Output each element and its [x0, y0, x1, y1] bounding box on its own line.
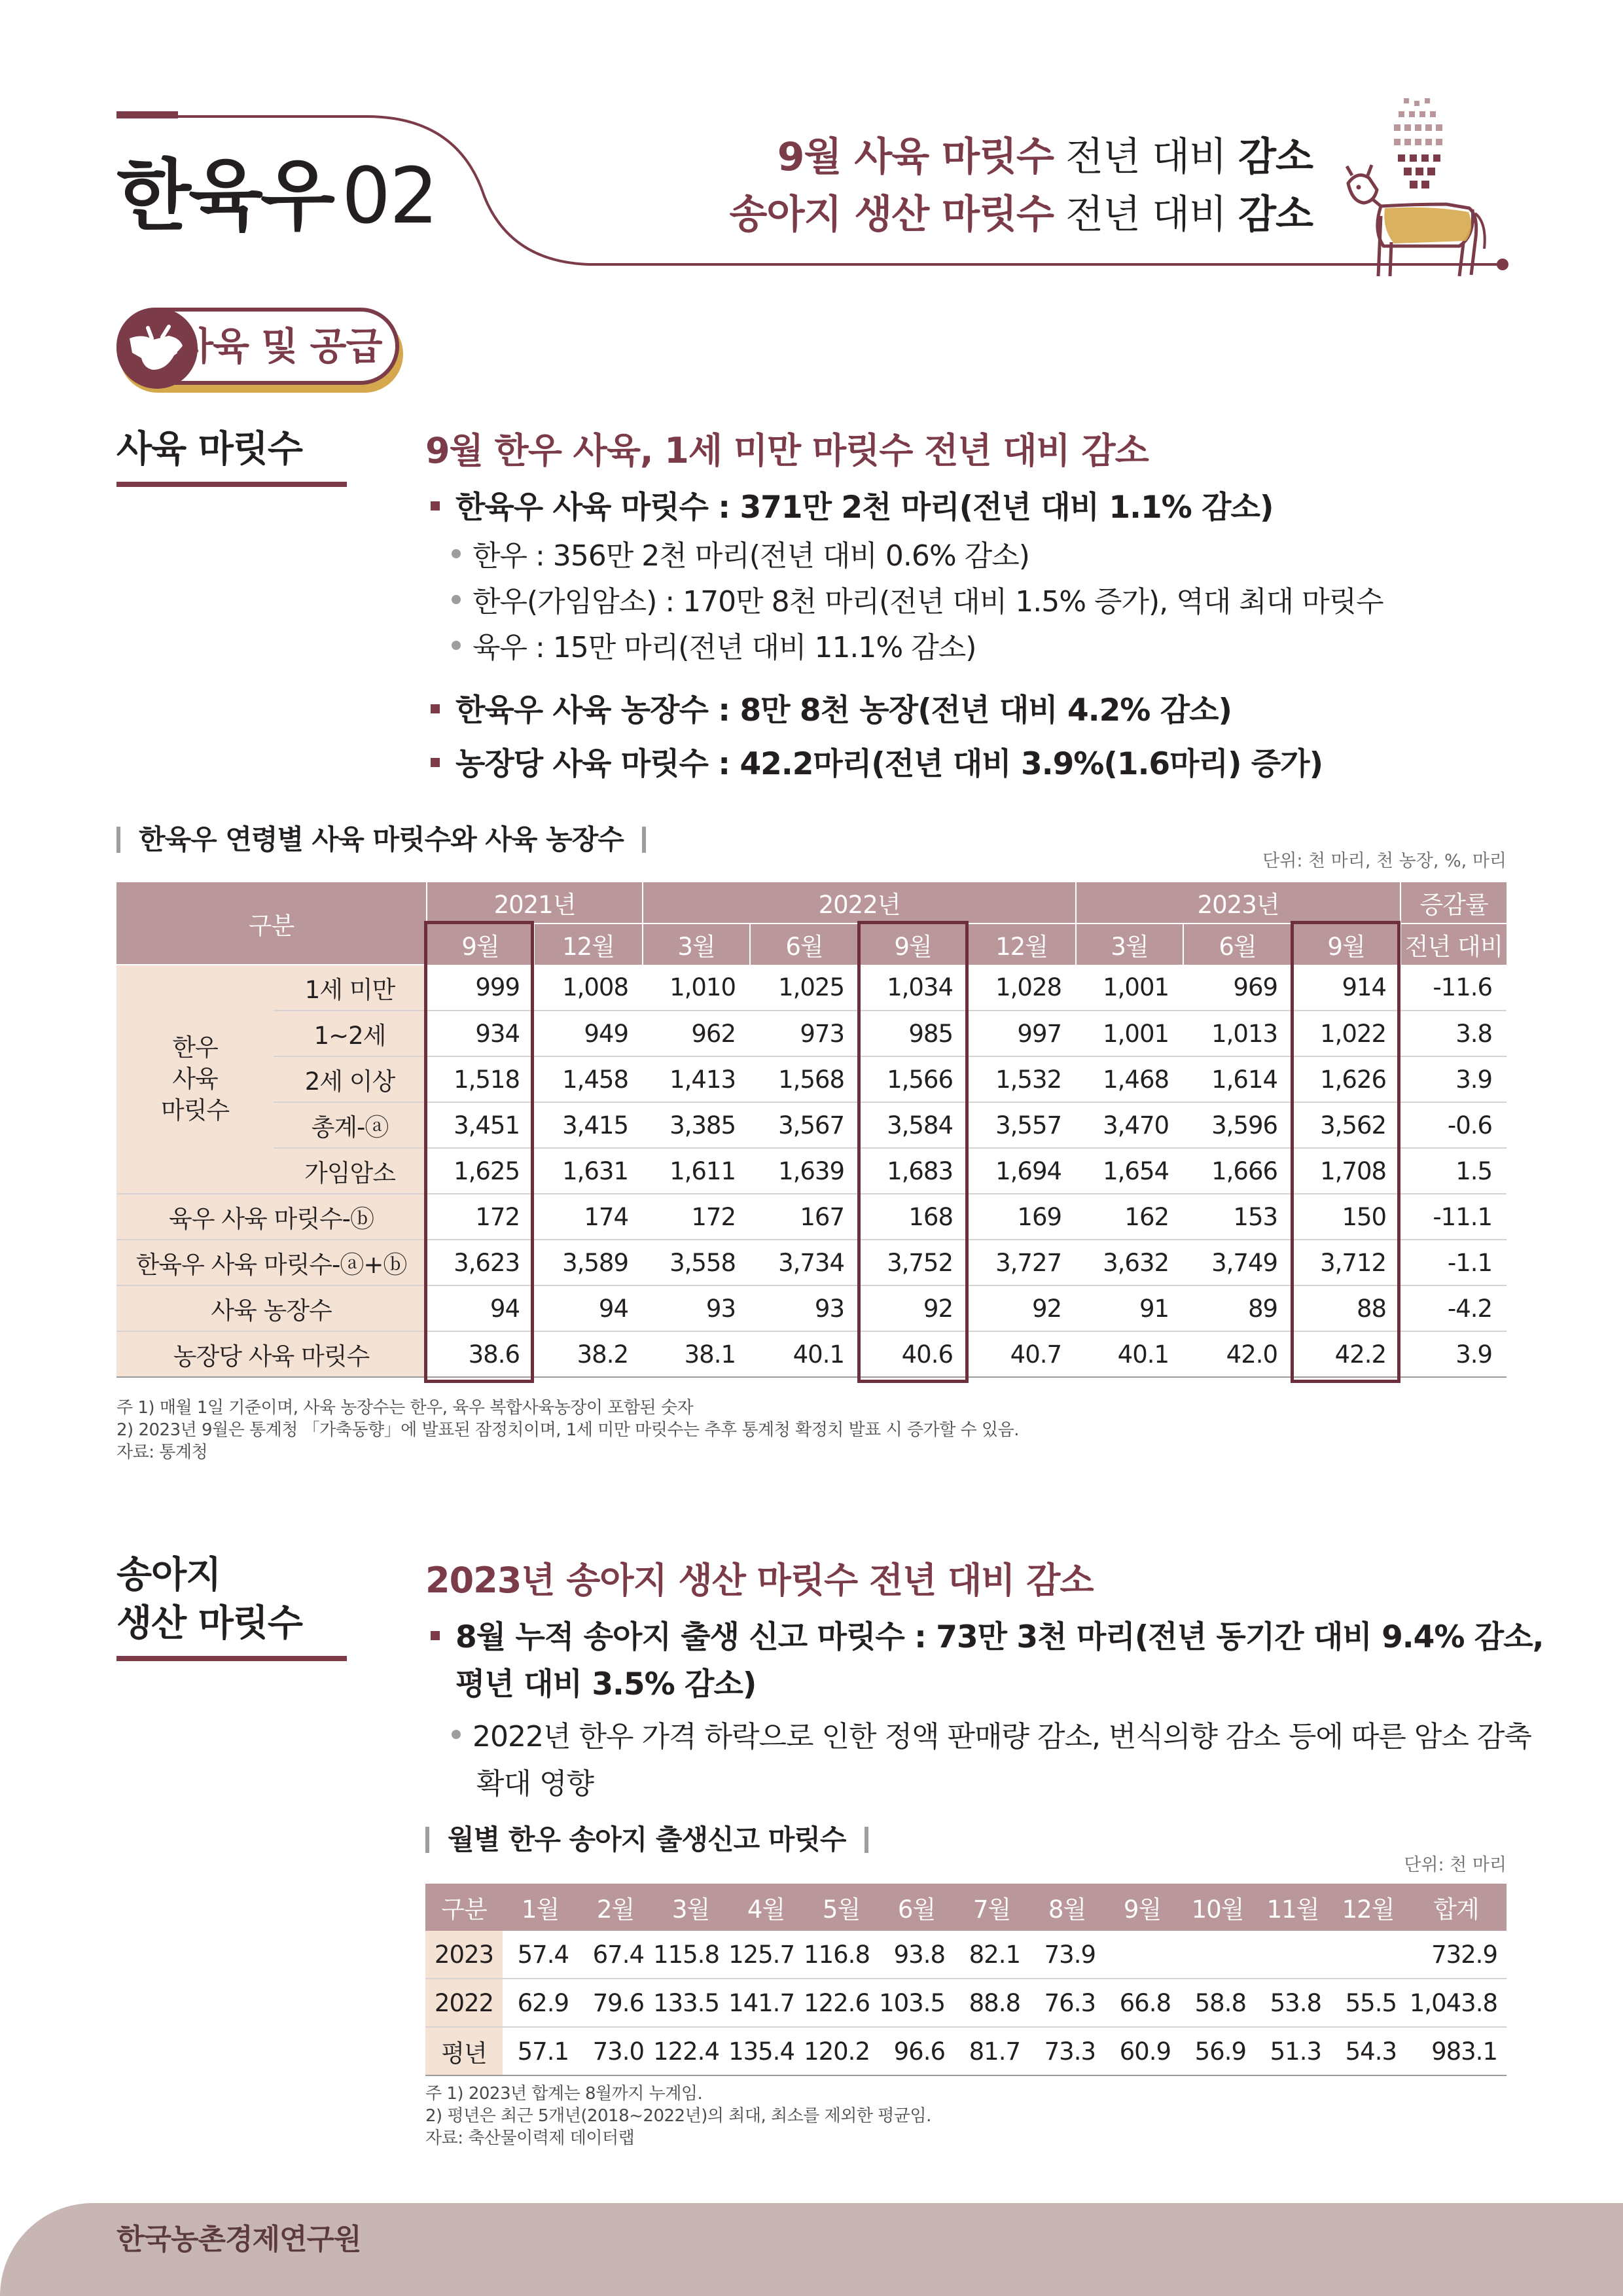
row-label: 한육우 사육 마릿수-ⓐ+ⓑ: [116, 1240, 427, 1285]
table-cell: 38.1: [643, 1331, 750, 1377]
sub-bullet-reason: 2022년 한우 가격 하락으로 인한 정액 판매량 감소, 번식의향 감소 등에 따른 암소 감축: [452, 1723, 1531, 1751]
table-cell: 57.1: [503, 2027, 578, 2075]
table-cell: 3,749: [1183, 1240, 1292, 1285]
table-cell: 3,584: [859, 1102, 967, 1148]
table-cell: 40.1: [1076, 1331, 1183, 1377]
column-header: 10월: [1180, 1884, 1255, 1931]
table-cell: 962: [643, 1011, 750, 1056]
table1-change-sub: 전년 대비: [1400, 924, 1507, 965]
bullet-dot-icon: [452, 595, 461, 604]
column-header: 합계: [1406, 1884, 1507, 1931]
table-cell: 66.8: [1105, 1979, 1180, 2027]
table-cell: 3,415: [534, 1102, 643, 1148]
table-cell: 60.9: [1105, 2027, 1180, 2075]
bullet-square-icon: [431, 704, 440, 713]
table-cell: 1,028: [967, 965, 1076, 1011]
table-cell: 67.4: [578, 1931, 653, 1979]
table-cell: 3.9: [1400, 1331, 1507, 1377]
headline-2: 송아지 생산 마릿수 전년 대비 감소: [729, 192, 1313, 238]
table-cell: 58.8: [1180, 1979, 1255, 2027]
column-header: 구분: [425, 1884, 503, 1931]
table-cell: 949: [534, 1011, 643, 1056]
row-label: 2세 이상: [274, 1056, 427, 1102]
table1-month: 12월: [967, 924, 1076, 965]
table-cell: 1,654: [1076, 1148, 1183, 1194]
table-cell: 969: [1183, 965, 1292, 1011]
table-cell: 1,468: [1076, 1056, 1183, 1102]
sub-bullet-dairy-beef: 육우 : 15만 마리(전년 대비 11.1% 감소): [452, 634, 976, 662]
table-cell: [1105, 1931, 1180, 1979]
table-cell: 93.8: [879, 1931, 954, 1979]
footer-org-name: 한국농촌경제연구원: [116, 2223, 361, 2256]
sub-bullet-breeding-cows: 한우(가임암소) : 170만 8천 마리(전년 대비 1.5% 증가), 역대 최대 마릿수: [452, 588, 1383, 617]
bullet-total-herd: 한육우 사육 마릿수 : 371만 2천 마리(전년 대비 1.1% 감소): [431, 492, 1273, 523]
row-label: 1~2세: [274, 1011, 427, 1056]
table-cell: 92: [859, 1285, 967, 1331]
table1-note-1: 주 1) 매월 1일 기준이며, 사육 농장수는 한우, 육우 복합사육농장이 포함된 숫자: [116, 1398, 694, 1418]
table-cell: -11.6: [1400, 965, 1507, 1011]
bullet-square-icon: [431, 501, 440, 511]
table-cell: 133.5: [653, 1979, 728, 2027]
table1-month: 6월: [1183, 924, 1292, 965]
table-cell: 92: [967, 1285, 1076, 1331]
cow-illustration: [1335, 92, 1499, 288]
table-cell: 172: [643, 1194, 750, 1240]
table-cell: 82.1: [954, 1931, 1029, 1979]
table-cell: 162: [1076, 1194, 1183, 1240]
table-cell: -4.2: [1400, 1285, 1507, 1331]
row-label: 육우 사육 마릿수-ⓑ: [116, 1194, 427, 1240]
table-cell: 81.7: [954, 2027, 1029, 2075]
column-header: 12월: [1330, 1884, 1406, 1931]
table2-note-2: 2) 평년은 최근 5개년(2018~2022년)의 최대, 최소를 제외한 평균임.: [425, 2106, 931, 2126]
table1-month: 6월: [750, 924, 859, 965]
table-cell: 3,385: [643, 1102, 750, 1148]
table-cell: 973: [750, 1011, 859, 1056]
table-cell: 1,683: [859, 1148, 967, 1194]
row-label: 평년: [425, 2027, 503, 2075]
sub-bullet-hanwoo: 한우 : 356만 2천 마리(전년 대비 0.6% 감소): [452, 542, 1029, 571]
table-cell: 3.9: [1400, 1056, 1507, 1102]
table-cell: 88.8: [954, 1979, 1029, 2027]
bullet-dot-icon: [452, 641, 461, 650]
side-heading-herd-size: 사육 마릿수: [116, 428, 302, 471]
table1-source: 자료: 통계청: [116, 1443, 208, 1462]
table-cell: 174: [534, 1194, 643, 1240]
bullet-square-icon: [431, 1631, 440, 1640]
table-cell: 914: [1292, 965, 1400, 1011]
table-calf-births-monthly: [425, 1884, 1507, 2076]
table-cell: 1,708: [1292, 1148, 1400, 1194]
section-title-herd: 9월 한우 사육, 1세 미만 마릿수 전년 대비 감소: [425, 430, 1149, 471]
table-cell: 62.9: [503, 1979, 578, 2027]
side-heading-calf-2: 생산 마릿수: [116, 1602, 302, 1645]
table-cell: 1,025: [750, 965, 859, 1011]
table-cell: 103.5: [879, 1979, 954, 2027]
table-cell: 40.7: [967, 1331, 1076, 1377]
column-header: 8월: [1029, 1884, 1105, 1931]
table-cell: 122.6: [804, 1979, 879, 2027]
table-cell: 997: [967, 1011, 1076, 1056]
table-cell: 167: [750, 1194, 859, 1240]
table-cell: 93: [643, 1285, 750, 1331]
page-title: 한육우 02: [116, 151, 438, 241]
column-header: 5월: [804, 1884, 879, 1931]
table-cell: 985: [859, 1011, 967, 1056]
table-cell: 1,458: [534, 1056, 643, 1102]
table-cell: 3,470: [1076, 1102, 1183, 1148]
table-cell: 141.7: [728, 1979, 804, 2027]
table-cell: -0.6: [1400, 1102, 1507, 1148]
table-cell: 168: [859, 1194, 967, 1240]
side-heading-rule: [116, 1656, 347, 1661]
row-label: 총계-ⓐ: [274, 1102, 427, 1148]
sub-bullet-reason-cont: 확대 영향: [476, 1767, 594, 1801]
table-cell: 76.3: [1029, 1979, 1105, 2027]
table-row: [425, 1979, 1507, 2027]
row-label: 농장당 사육 마릿수: [116, 1331, 427, 1377]
bullet-square-icon: [431, 758, 440, 767]
table-cell: 38.2: [534, 1331, 643, 1377]
table-cell: -1.1: [1400, 1240, 1507, 1285]
table1-month: 3월: [643, 924, 750, 965]
table-cell: 40.1: [750, 1331, 859, 1377]
table-cell: 89: [1183, 1285, 1292, 1331]
table-cell: 1,034: [859, 965, 967, 1011]
table-cell: 1,008: [534, 965, 643, 1011]
table-cell: 122.4: [653, 2027, 728, 2075]
table-cell: 1,611: [643, 1148, 750, 1194]
table1-title: 한육우 연령별 사육 마릿수와 사육 농장수: [116, 826, 646, 855]
table-cell: 3,589: [534, 1240, 643, 1285]
table-cell: 934: [427, 1011, 534, 1056]
column-header: 4월: [728, 1884, 804, 1931]
column-header: 3월: [653, 1884, 728, 1931]
table-cell: 172: [427, 1194, 534, 1240]
row-label: 2022: [425, 1979, 503, 2027]
table-cell: 1,022: [1292, 1011, 1400, 1056]
table-cell: 1,413: [643, 1056, 750, 1102]
table-cell: 1,013: [1183, 1011, 1292, 1056]
table-cell: 120.2: [804, 2027, 879, 2075]
table-cell: [1180, 1931, 1255, 1979]
table-cell: 53.8: [1255, 1979, 1330, 2027]
table-cell: 1,001: [1076, 965, 1183, 1011]
table-row: [425, 2027, 1507, 2075]
table-cell: 1,001: [1076, 1011, 1183, 1056]
table-cell: 91: [1076, 1285, 1183, 1331]
table-cell: 73.9: [1029, 1931, 1105, 1979]
table-cell: 38.6: [427, 1331, 534, 1377]
table1-note-2: 2) 2023년 9월은 통계청 「가축동향」에 발표된 잠정치이며, 1세 미만 마릿수는 추후 통계청 확정치 발표 시 증가할 수 있음.: [116, 1420, 1019, 1440]
side-heading-rule: [116, 482, 347, 487]
bullet-dot-icon: [452, 1730, 461, 1739]
bullet-dot-icon: [452, 549, 461, 558]
bullet-calf-births: 8월 누적 송아지 출생 신고 마릿수 : 73만 3천 마리(전년 동기간 대비 9.4% 감소,: [431, 1622, 1543, 1653]
table2-note-1: 주 1) 2023년 합계는 8월까지 누계임.: [425, 2084, 703, 2104]
table-cell: 42.0: [1183, 1331, 1292, 1377]
table-cell: 3.8: [1400, 1011, 1507, 1056]
table-cell: [1330, 1931, 1406, 1979]
bullet-farm-count: 한육우 사육 농장수 : 8만 8천 농장(전년 대비 4.2% 감소): [431, 695, 1232, 726]
table-cell: 116.8: [804, 1931, 879, 1979]
side-heading-calf-1: 송아지: [116, 1554, 221, 1596]
headline-1: 9월 사육 마릿수 전년 대비 감소: [777, 134, 1313, 180]
table-cell: 55.5: [1330, 1979, 1406, 2027]
table-cell: 40.6: [859, 1331, 967, 1377]
table-cell: 3,557: [967, 1102, 1076, 1148]
table1-head-group: 구분: [116, 882, 427, 965]
table-cell: 983.1: [1406, 2027, 1507, 2075]
row-label: 2023: [425, 1931, 503, 1979]
table1-month: 12월: [534, 924, 643, 965]
table-cell: 135.4: [728, 2027, 804, 2075]
table-cell: 3,712: [1292, 1240, 1400, 1285]
row-label: 가임암소: [274, 1148, 427, 1194]
column-header: 11월: [1255, 1884, 1330, 1931]
table1-year-2022: 2022년: [643, 882, 1076, 924]
row-group-label: 한우 사육 마릿수: [116, 965, 274, 1194]
table1-unit: 단위: 천 마리, 천 농장, %, 마리: [1262, 851, 1507, 871]
table-cell: 88: [1292, 1285, 1400, 1331]
table-cell: 3,596: [1183, 1102, 1292, 1148]
table-cell: 3,451: [427, 1102, 534, 1148]
highlight-2023-sep: [1291, 921, 1400, 1383]
column-header: 2월: [578, 1884, 653, 1931]
table2-title: 월별 한우 송아지 출생신고 마릿수: [425, 1826, 868, 1855]
table-cell: 1,626: [1292, 1056, 1400, 1102]
row-label: 사육 농장수: [116, 1285, 427, 1331]
table-cell: 1,694: [967, 1148, 1076, 1194]
column-header: 7월: [954, 1884, 1029, 1931]
table-cell: 73.3: [1029, 2027, 1105, 2075]
table-cell: 1,568: [750, 1056, 859, 1102]
table-cell: 115.8: [653, 1931, 728, 1979]
table-cell: 1,518: [427, 1056, 534, 1102]
table-cell: 73.0: [578, 2027, 653, 2075]
table-cell: 3,623: [427, 1240, 534, 1285]
table-cell: 94: [534, 1285, 643, 1331]
table-cell: 3,727: [967, 1240, 1076, 1285]
table1-month: 9월: [1292, 924, 1400, 965]
table-cell: 79.6: [578, 1979, 653, 2027]
table-header-row: [425, 1884, 1507, 1931]
table1-month: 3월: [1076, 924, 1183, 965]
table-cell: 153: [1183, 1194, 1292, 1240]
table-cell: 1,010: [643, 965, 750, 1011]
table2-source: 자료: 축산물이력제 데이터랩: [425, 2128, 635, 2148]
row-label: 1세 미만: [274, 965, 427, 1011]
table2-unit: 단위: 천 마리: [1404, 1855, 1507, 1875]
table-cell: 125.7: [728, 1931, 804, 1979]
table-cell: [1255, 1931, 1330, 1979]
table-cell: 1,639: [750, 1148, 859, 1194]
table-cell: 732.9: [1406, 1931, 1507, 1979]
table1-month: 9월: [859, 924, 967, 965]
table-cell: 3,558: [643, 1240, 750, 1285]
section-title-calf: 2023년 송아지 생산 마릿수 전년 대비 감소: [425, 1560, 1094, 1601]
table-cell: 1,666: [1183, 1148, 1292, 1194]
table-cell: 169: [967, 1194, 1076, 1240]
table-cell: 1.5: [1400, 1148, 1507, 1194]
bullet-per-farm: 농장당 사육 마릿수 : 42.2마리(전년 대비 3.9%(1.6마리) 증가): [431, 749, 1323, 780]
column-header: 1월: [503, 1884, 578, 1931]
table-cell: 1,625: [427, 1148, 534, 1194]
column-header: 9월: [1105, 1884, 1180, 1931]
table-cell: -11.1: [1400, 1194, 1507, 1240]
table-cell: 3,734: [750, 1240, 859, 1285]
table-cell: 94: [427, 1285, 534, 1331]
highlight-2022-sep: [857, 921, 969, 1383]
table-cell: 3,567: [750, 1102, 859, 1148]
table-cell: 1,043.8: [1406, 1979, 1507, 2027]
table-cell: 96.6: [879, 2027, 954, 2075]
table-cell: 1,614: [1183, 1056, 1292, 1102]
table-cell: 57.4: [503, 1931, 578, 1979]
table-cell: 54.3: [1330, 2027, 1406, 2075]
table-cell: 1,566: [859, 1056, 967, 1102]
table-cell: 51.3: [1255, 2027, 1330, 2075]
table-cell: 56.9: [1180, 2027, 1255, 2075]
table-cell: 3,632: [1076, 1240, 1183, 1285]
table1-year-2023: 2023년: [1076, 882, 1400, 924]
bullet-calf-births-cont: 평년 대비 3.5% 감소): [455, 1666, 757, 1702]
section-badge-label: 사육 및 공급: [177, 324, 382, 368]
table1-year-2021: 2021년: [427, 882, 643, 924]
table-cell: 3,562: [1292, 1102, 1400, 1148]
table-cell: 1,631: [534, 1148, 643, 1194]
table-cell: 3,752: [859, 1240, 967, 1285]
table-cell: 999: [427, 965, 534, 1011]
table1-change-head: 증감률: [1400, 882, 1507, 924]
table-cell: 150: [1292, 1194, 1400, 1240]
highlight-2021-sep: [424, 921, 534, 1383]
table-cell: 93: [750, 1285, 859, 1331]
table-row: [425, 1931, 1507, 1979]
table-cell: 1,532: [967, 1056, 1076, 1102]
column-header: 6월: [879, 1884, 954, 1931]
table-cell: 42.2: [1292, 1331, 1400, 1377]
table1-month: 9월: [427, 924, 534, 965]
